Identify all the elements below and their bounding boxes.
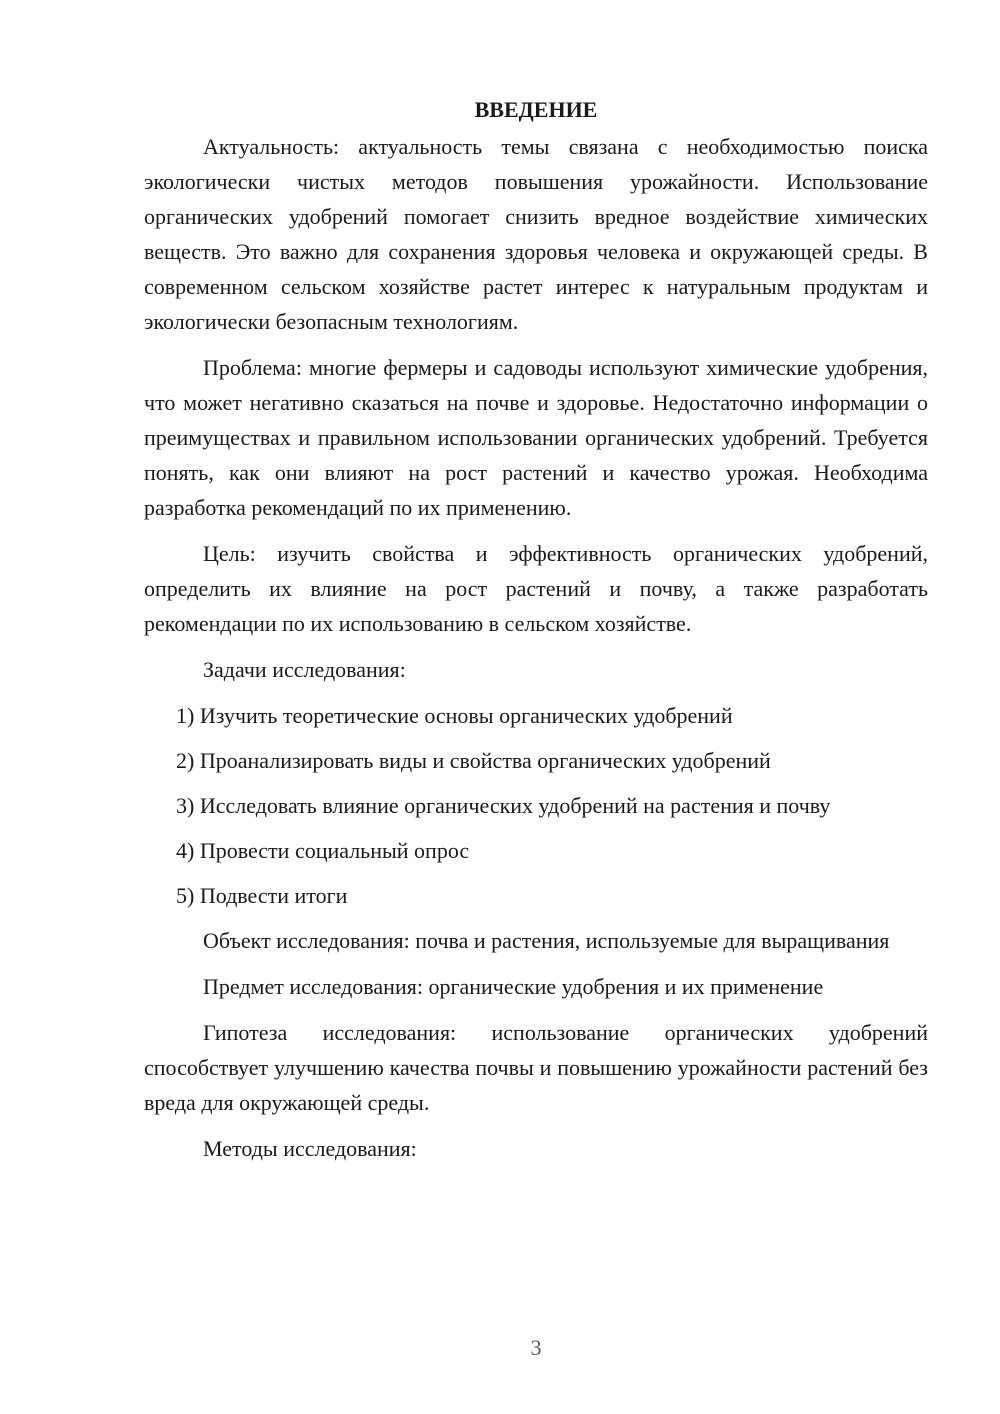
document-page bbox=[144, 92, 928, 1177]
task-item: 5) Подвести итоги bbox=[176, 883, 348, 908]
task-item: 1) Изучить теоретические основы органических удобрений bbox=[176, 703, 733, 728]
relevance-paragraph: Актуальность: актуальность темы связана с необходимостью поиска экологически чистых методов повышения урожайности. Использование органических удобрений помогает снизить вредное воздействие химических веществ. Это важно для сохранения здоровья человека и окружающей среды. В современном сельском хозяйстве растет интерес к натуральным продуктам и экологически безопасным технологиям. bbox=[144, 134, 928, 334]
tasks-heading: Задачи исследования: bbox=[203, 657, 406, 682]
task-item: 4) Провести социальный опрос bbox=[176, 838, 470, 863]
goal-paragraph: Цель: изучить свойства и эффективность органических удобрений, определить их влияние на рост растений и почву, а также разработать рекомендации по их использованию в сельском хозяйстве. bbox=[144, 541, 928, 636]
problem-paragraph: Проблема: многие фермеры и садоводы используют химические удобрения, что может негативно сказаться на почве и здоровье. Недостаточно информации о преимуществах и правильном использовании органических удобрений. Требуется понять, как они влияют на рост растений и качество урожая. Необходима разработка рекомендаций по их применению. bbox=[144, 355, 928, 520]
task-item: 2) Проанализировать виды и свойства органических удобрений bbox=[176, 748, 771, 773]
page-number: 3 bbox=[530, 1335, 542, 1360]
hypothesis-paragraph: Гипотеза исследования: использование органических удобрений способствует улучшению качества почвы и повышению урожайности растений без вреда для окружающей среды. bbox=[144, 1020, 928, 1115]
methods-heading: Методы исследования: bbox=[203, 1136, 417, 1161]
tasks-list bbox=[144, 698, 928, 913]
subject-paragraph: Предмет исследования: органические удобрения и их применение bbox=[203, 974, 824, 999]
task-item: 3) Исследовать влияние органических удобрений на растения и почву bbox=[176, 793, 831, 818]
object-paragraph: Объект исследования: почва и растения, используемые для выращивания bbox=[203, 928, 890, 953]
section-title: ВВЕДЕНИЕ bbox=[474, 97, 598, 122]
